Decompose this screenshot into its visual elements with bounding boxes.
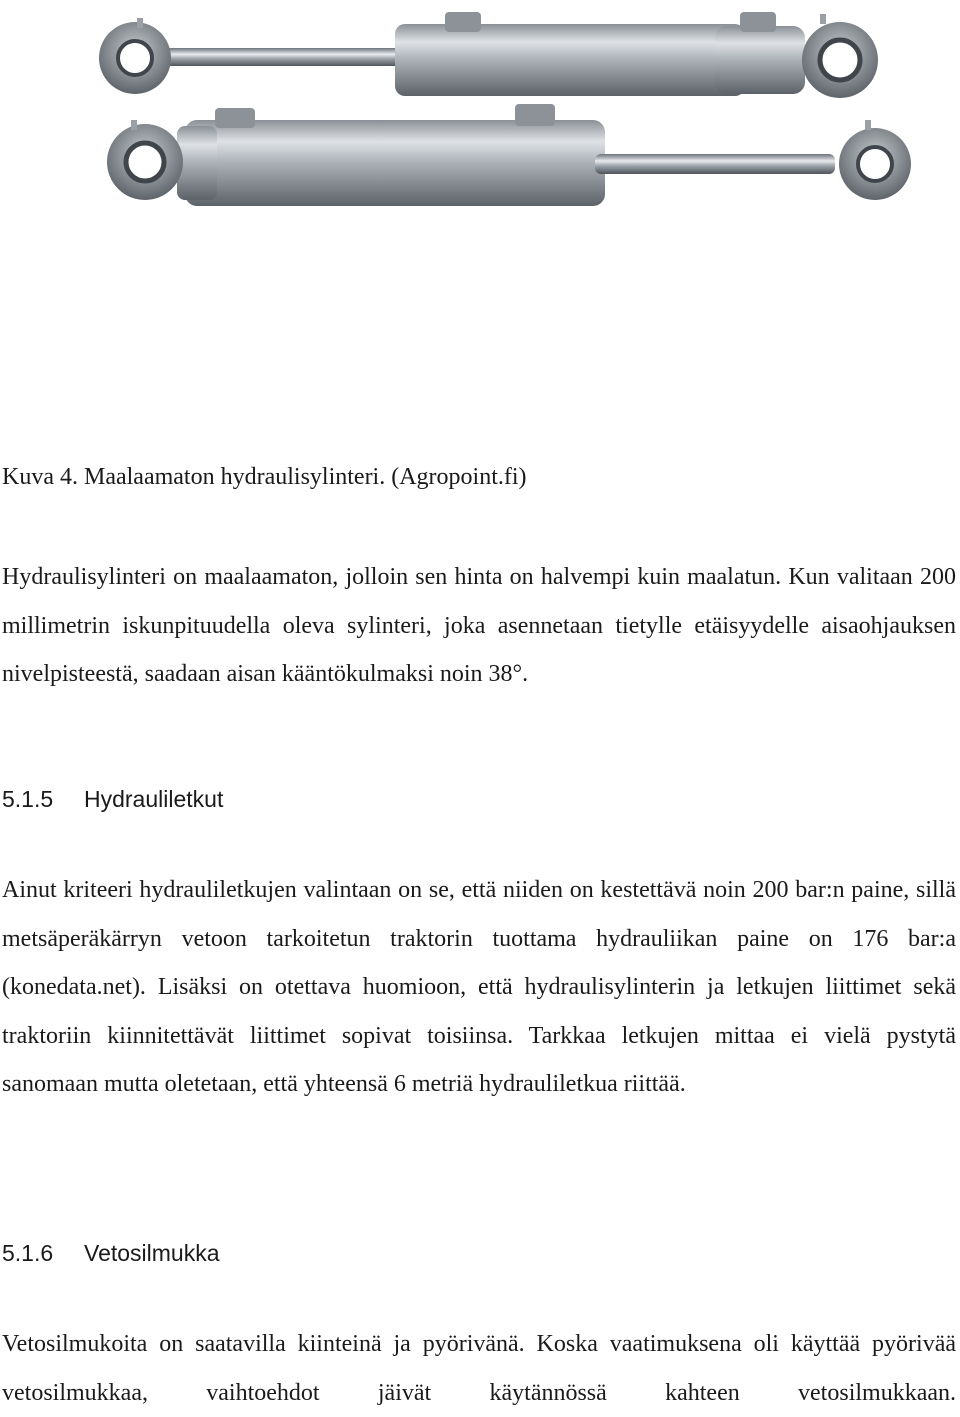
lower-cylinder — [107, 104, 911, 206]
paragraph-hoses: Ainut kriteeri hydrauliletkujen valintaan on se, että niiden on kestettävä noin 200 bar:n paine, sillä metsäperäkärryn vetoon tarkoitetun traktorin tuottama hydrauliikan paine on 176 bar:a (konedata.net). Lisäksi on otettava huomioon, että hydraulisylinterin ja letkujen liittimet sekä traktoriin kiinnitettävät liittimet sopivat toisiinsa. Tarkkaa letkujen mittaa ei vielä pystytä sanomaan mutta oletetaan, että yhteensä 6 metriä hydrauliletkua riittää. — [2, 877, 956, 1097]
section-heading-towing-eye — [2, 1237, 220, 1269]
paragraph-cylinder: Hydraulisylinteri on maalaamaton, jolloin sen hinta on halvempi kuin maalatun. Kun valitaan 200 millimetrin iskunpituudella oleva sylinteri, joka asennetaan tietylle etäisyydelle aisaohjauksen nivelpisteestä, saadaan aisan kääntökulmaksi noin 38°. — [2, 564, 956, 687]
hydraulic-cylinder-photo — [95, 4, 925, 216]
section-number: 5.1.5 — [2, 786, 54, 812]
upper-cylinder — [99, 12, 878, 98]
section-title: Vetosilmukka — [84, 1240, 220, 1266]
hydraulic-cylinder-icon — [95, 4, 925, 216]
section-title: Hydrauliletkut — [84, 786, 224, 812]
figure-caption: Kuva 4. Maalaamaton hydraulisylinteri. (Agropoint.fi) — [2, 464, 527, 490]
section-number: 5.1.6 — [2, 1240, 54, 1266]
paragraph-towing-eye: Vetosilmukoita on saatavilla kiinteinä ja pyörivänä. Koska vaatimuksena oli käyttää pyörivää vetosilmukkaa, vaihtoehdot jäivät käytännössä kahteen vetosilmukkaan. — [2, 1331, 956, 1406]
section-heading-hydraulic-hoses — [2, 783, 223, 815]
